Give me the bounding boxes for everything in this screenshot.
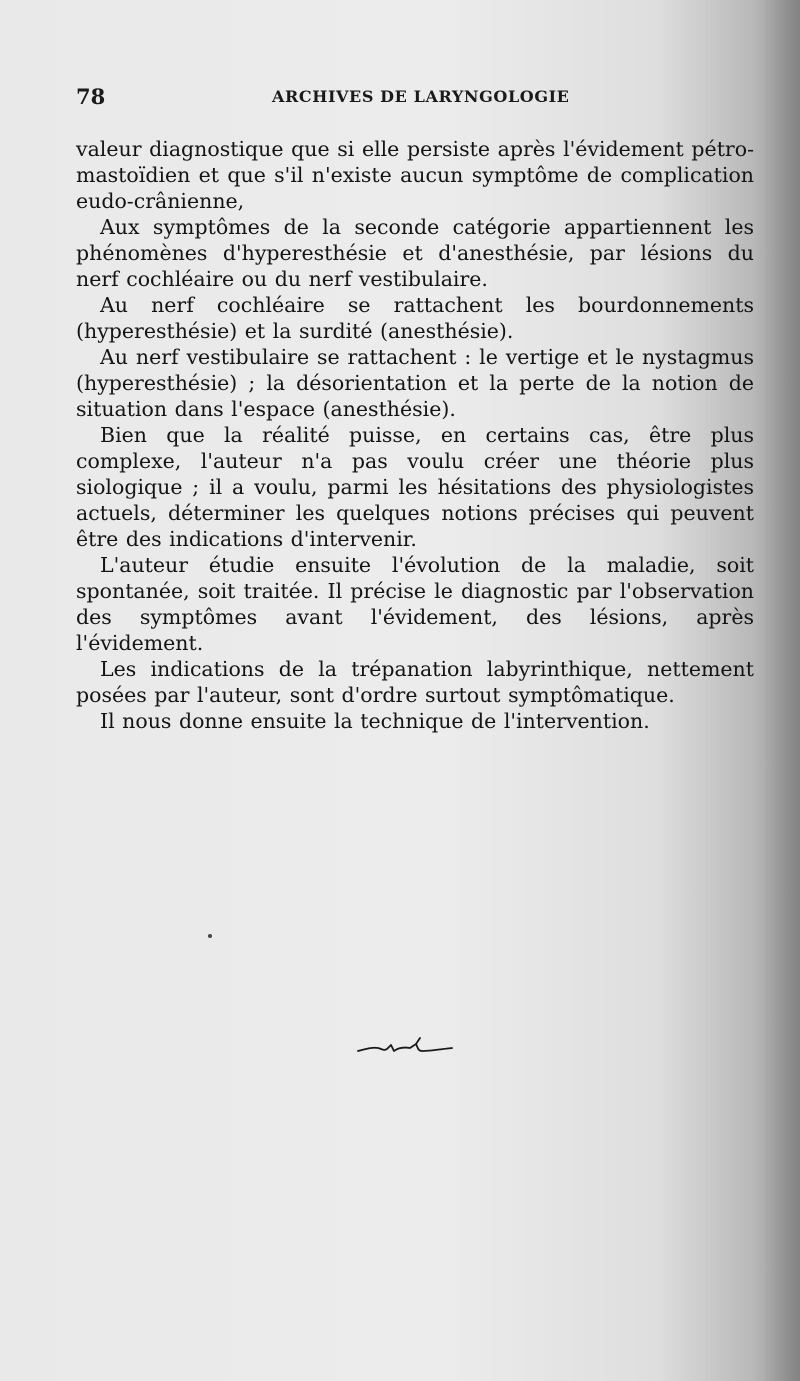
paragraph: Les indications de la trépanation labyrinthique, nettement posées par l'auteur, sont d'ordre surtout symptômatique. [76,657,754,707]
running-title: ARCHIVES DE LARYNGOLOGIE [272,87,570,106]
paragraph: Bien que la réalité puisse, en certains cas, être plus complexe, l'auteur n'a pas voulu créer une théorie plus siologique ; il a voulu, parmi les hésitations des physiologistes actuels, déterminer les quelques notions précises qui peuvent être des indications d'intervenir. [76,423,754,551]
page-edge-shadow [764,0,800,1381]
paragraph: Il nous donne ensuite la technique de l'intervention. [100,709,650,733]
body-text [76,136,754,734]
paragraph: Aux symptômes de la seconde catégorie appartiennent les phénomènes d'hyperesthésie et d'anesthésie, par lésions du nerf cochléaire ou du nerf vestibulaire. [76,215,754,291]
paragraph: L'auteur étudie ensuite l'évolution de la maladie, soit spontanée, soit traitée. Il précise le diagnostic par l'observation des symptômes avant l'évidement, des lésions, après l'évidement. [76,553,754,655]
page-number: 78 [76,84,106,109]
section-end-ornament [356,1034,456,1060]
scan-speck [208,934,212,938]
paragraph: Au nerf vestibulaire se rattachent : le vertige et le nystagmus (hyperesthésie) ; la désorientation et la perte de la notion de situation dans l'espace (anesthésie). [76,345,754,421]
paragraph: Au nerf cochléaire se rattachent les bourdonnements (hyperesthésie) et la surdité (anesthésie). [76,293,754,343]
page-header [76,84,752,114]
paragraph: valeur diagnostique que si elle persiste après l'évidement pétro-mastoïdien et que s'il n'existe aucun symptôme de complication eudo-crânienne, [76,137,754,213]
